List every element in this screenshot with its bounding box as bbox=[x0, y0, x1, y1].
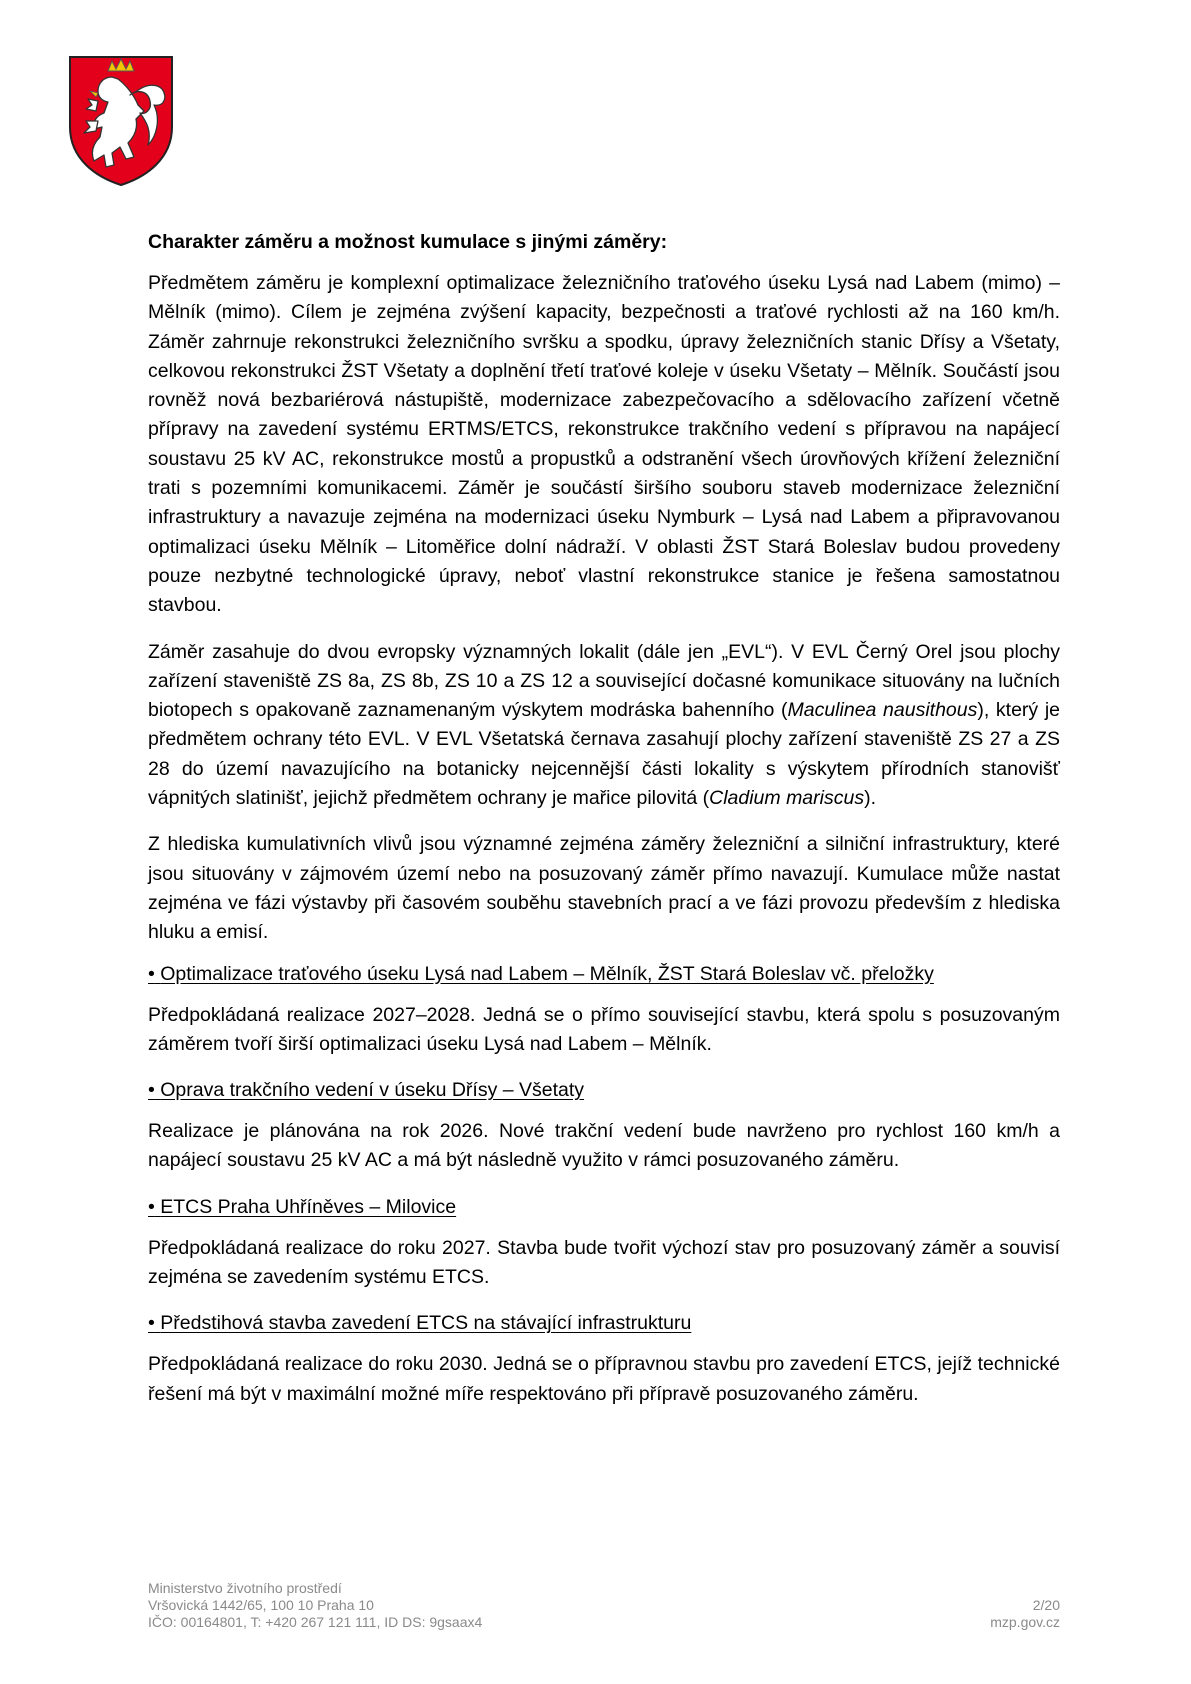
paragraph-evl-part-a: Záměr zasahuje do dvou evropsky významných lokalit (dále jen „EVL“). V EVL Černý Orel jsou plochy zařízení staveniště ZS 8a, ZS 8b, ZS 10 a ZS 12 a související dočasné komunikace situovány na lučních biotopech s opakovaně zaznamenaným výskytem modráska bahenního ( bbox=[148, 640, 1060, 722]
list-item-text: Předpokládaná realizace 2027–2028. Jedná se o přímo související stavbu, která spolu s posuzovaným záměrem tvoří širší optimalizaci úseku Lysá nad Labem – Mělník. bbox=[148, 1003, 1060, 1055]
bullet-icon: • bbox=[148, 1079, 155, 1102]
footer-meta-block bbox=[990, 1597, 1060, 1631]
footer-web-link[interactable]: mzp.gov.cz bbox=[990, 1614, 1060, 1630]
paragraph-evl-part-c: ). bbox=[864, 787, 876, 810]
section-heading: Charakter záměru a možnost kumulace s jinými záměry: bbox=[148, 231, 668, 253]
document-body bbox=[148, 228, 1060, 1426]
bullet-icon: • bbox=[148, 1312, 155, 1335]
paragraph-evl-part-b: ), který je předmětem ochrany této EVL. V EVL Všetatská černava zasahují plochy zařízení staveniště ZS 27 a ZS 28 do území navazujícího na botanicky nejcennější části lokality s výskytem přírodních stanovišť vápnitých slatinišť, jejichž předmětem ochrany je mařice pilovitá ( bbox=[148, 699, 1061, 810]
list-item-title bbox=[148, 1309, 1060, 1338]
list-item-title bbox=[148, 1193, 1060, 1222]
item-title: Oprava trakčního vedení v úseku Dřísy – Všetaty bbox=[160, 1079, 585, 1102]
list-item-text: Realizace je plánována na rok 2026. Nové trakční vedení bude navrženo pro rychlost 160 km/h a napájecí soustavu 25 kV AC a má být následně využito v rámci posuzovaného záměru. bbox=[148, 1120, 1060, 1172]
footer-contact-block bbox=[148, 1580, 482, 1631]
czech-lion-crest-icon bbox=[68, 55, 174, 187]
paragraph-cumulative-impacts: Z hlediska kumulativních vlivů jsou významné zejména záměry železniční a silniční infrastruktury, které jsou situovány v zájmovém území nebo na posuzovaný záměr přímo navazují. Kumulace může nastat zejména ve fázi výstavby při časovém souběhu stavebních prací a ve fázi provozu především z hlediska hluku a emisí. bbox=[148, 833, 1060, 944]
paragraph-project-description: Předmětem záměru je komplexní optimalizace železničního traťového úseku Lysá nad Labem (mimo) – Mělník (mimo). Cílem je zejména zvýšení kapacity, bezpečnosti a traťové rychlosti až na 160 km/h. Záměr zahrnuje rekonstrukci železničního svršku a spodku, úpravy železničních stanic Dřísy a Všetaty, celkovou rekonstrukci ŽST Všetaty a doplnění třetí traťové koleje v úseku Všetaty – Mělník. Součástí jsou rovněž nová bezbariérová nástupiště, modernizace zabezpečovacího a sdělovacího zařízení včetně přípravy na zavedení systému ERTMS/ETCS, rekonstrukce trakčního vedení s přípravou na napájecí soustavu 25 kV AC, rekonstrukce mostů a propustků a odstranění všech úrovňových křížení železniční trati s pozemními komunikacemi. Záměr je součástí širšího souboru staveb modernizace železniční infrastruktury a navazuje zejména na modernizaci úseku Nymburk – Lysá nad Labem a připravovanou optimalizaci úseku Mělník – Litoměřice dolní nádraží. V oblasti ŽST Stará Boleslav budou provedeny pouze nezbytné technologické úpravy, neboť vlastní rekonstrukce stanice je řešena samostatnou stavbou. bbox=[148, 272, 1060, 617]
list-item-title bbox=[148, 960, 1060, 989]
list-item-title bbox=[148, 1076, 1060, 1105]
species-name-maculinea: Maculinea nausithous bbox=[787, 699, 978, 722]
footer-contacts: IČO: 00164801, T: +420 267 121 111, ID DS: 9gsaax4 bbox=[148, 1614, 483, 1630]
footer-org: Ministerstvo životního prostředí bbox=[148, 1580, 342, 1596]
page-number: 2/20 bbox=[1032, 1597, 1060, 1613]
list-item-text: Předpokládaná realizace do roku 2027. Stavba bude tvořit výchozí stav pro posuzovaný záměr a souvisí zejména se zavedením systému ETCS. bbox=[148, 1236, 1060, 1289]
item-title: ETCS Praha Uhříněves – Milovice bbox=[160, 1195, 457, 1218]
paragraph-evl bbox=[148, 638, 1060, 814]
list-item-text: Předpokládaná realizace do roku 2030. Jedná se o přípravnou stavbu pro zavedení ETCS, jejíž technické řešení má být v maximální možné míře respektováno při přípravě posuzovaného záměru. bbox=[148, 1353, 1060, 1405]
item-title: Optimalizace traťového úseku Lysá nad Labem – Mělník, ŽST Stará Boleslav vč. přeložky bbox=[160, 962, 934, 985]
page-footer bbox=[148, 1580, 1060, 1650]
item-title: Předstihová stavba zavedení ETCS na stávající infrastrukturu bbox=[160, 1312, 692, 1335]
bullet-icon: • bbox=[148, 1195, 155, 1218]
bullet-icon: • bbox=[148, 962, 155, 985]
footer-address: Vršovická 1442/65, 100 10 Praha 10 bbox=[148, 1597, 374, 1613]
species-name-cladium: Cladium mariscus bbox=[709, 787, 865, 810]
